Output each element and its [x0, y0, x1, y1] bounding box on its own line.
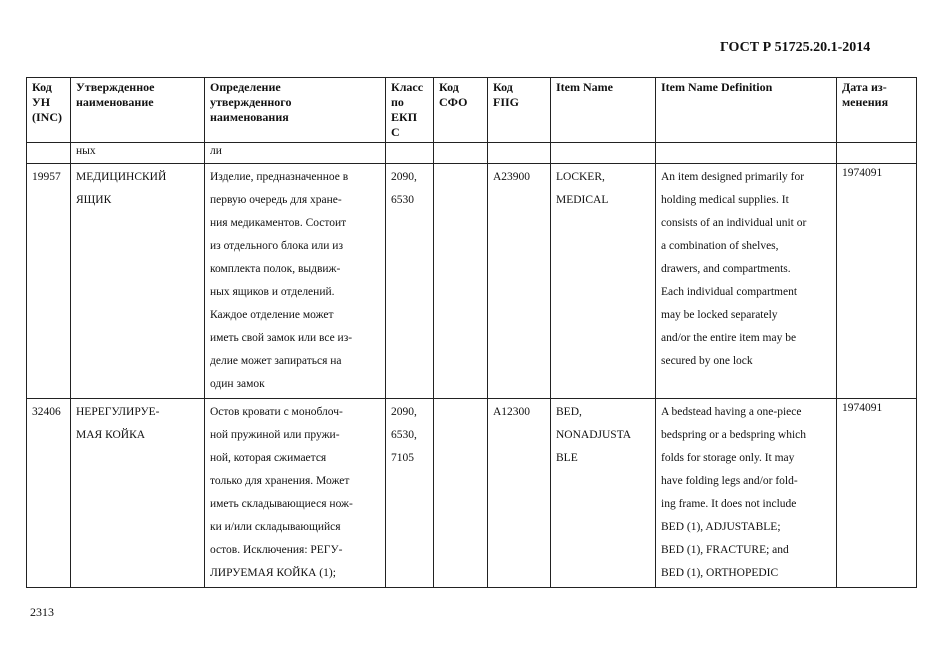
cell-class: 2090, 6530, 7105 [386, 399, 434, 588]
cell-definition: ли [205, 143, 386, 164]
cell-fiig: A23900 [488, 164, 551, 399]
col-header-class: Класс по ЕКП С [386, 78, 434, 143]
document-standard-title: ГОСТ Р 51725.20.1-2014 [720, 40, 871, 55]
cell-name: МЕДИЦИНСКИЙ ЯЩИК [71, 164, 205, 399]
col-header-code: Код УН (INC) [27, 78, 71, 143]
cell-fiig: A12300 [488, 399, 551, 588]
col-header-item-definition: Item Name Definition [656, 78, 837, 143]
cell-definition: Изделие, предназначенное в первую очередь для хране- ния медикаментов. Состоит из отдельного блока или из комплекта полок, выдвиж- ных ящиков и отделений. Каждое отделение может иметь свой замок или все из- делие может запираться на один замок [205, 164, 386, 399]
nomenclature-table [26, 77, 917, 588]
cell-item-definition: An item designed primarily for holding medical supplies. It consists of an individual unit or a combination of shelves, drawers, and compartments. Each individual compartment may be locked separately and/or the entire item may be secured by one lock [656, 164, 837, 399]
col-header-sfo: Код СФО [434, 78, 488, 143]
cell-sfo [434, 399, 488, 588]
cell-item-definition: A bedstead having a one-piece bedspring or a bedspring which folds for storage only. It may have folding legs and/or fold- ing frame. It does not include BED (1), ADJUSTABLE; BED (1), FRACTURE; and BED (1), ORTHOPEDIC [656, 399, 837, 588]
col-header-definition: Определение утвержденного наименования [205, 78, 386, 143]
cell-class: 2090, 6530 [386, 164, 434, 399]
cell-item-name: LOCKER, MEDICAL [551, 164, 656, 399]
cell-sfo [434, 164, 488, 399]
cell-code: 32406 [27, 399, 71, 588]
cell-code: 19957 [27, 164, 71, 399]
cell-item-name: BED, NONADJUSTA BLE [551, 399, 656, 588]
cell-item-name [551, 143, 656, 164]
col-header-date: Дата из- менения [837, 78, 917, 143]
table-row [27, 164, 917, 399]
cell-date: 1974091 [837, 399, 917, 588]
cell-class [386, 143, 434, 164]
cell-date: 1974091 [837, 164, 917, 399]
col-header-fiig: Код FIIG [488, 78, 551, 143]
cell-definition: Остов кровати с моноблоч- ной пружиной или пружи- ной, которая сжимается только для хранения. Может иметь складывающиеся нож- ки и/или складывающийся остов. Исключения: РЕГУ- ЛИРУЕМАЯ КОЙКА (1); [205, 399, 386, 588]
cell-item-definition [656, 143, 837, 164]
cell-code [27, 143, 71, 164]
col-header-item-name: Item Name [551, 78, 656, 143]
cell-name: НЕРЕГУЛИРУЕ- МАЯ КОЙКА [71, 399, 205, 588]
table-header-row [27, 78, 917, 143]
cell-sfo [434, 143, 488, 164]
col-header-name: Утвержденное наименование [71, 78, 205, 143]
table-row [27, 399, 917, 588]
cell-name: ных [71, 143, 205, 164]
cell-date [837, 143, 917, 164]
cell-fiig [488, 143, 551, 164]
table-row-continuation [27, 143, 917, 164]
page-number: 2313 [30, 605, 54, 619]
